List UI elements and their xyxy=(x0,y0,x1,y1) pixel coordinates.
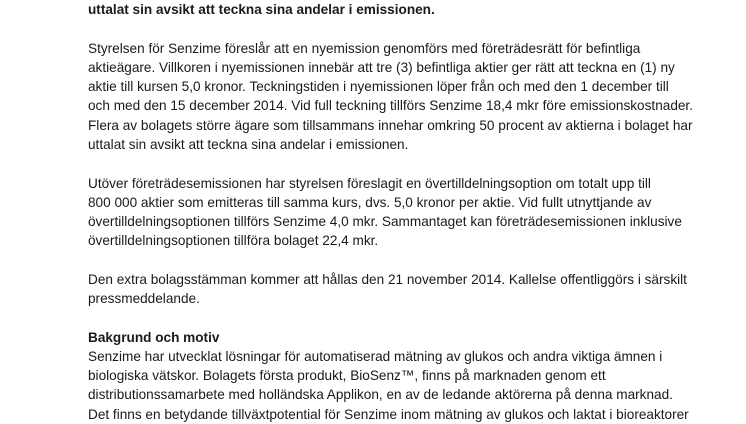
paragraph-gap xyxy=(88,19,738,39)
text-line: Utöver företrädesemissionen har styrelsen föreslagit en övertilldelningsoption om totalt upp till xyxy=(88,175,651,191)
intro-bold-line: uttalat sin avsikt att teckna sina andelar i emissionen. xyxy=(88,2,435,17)
text-line: aktieägare. Villkoren i nyemissionen innebär att tre (3) befintliga aktier ger rätt att teckna en (1) ny xyxy=(88,59,675,75)
paragraph-gap xyxy=(88,308,738,328)
paragraph-gap xyxy=(88,154,738,174)
paragraph-gap xyxy=(88,250,738,270)
paragraph-overallotment xyxy=(88,174,738,251)
paragraph-background xyxy=(88,347,738,424)
text-line: Det finns en betydande tillväxtpotential för Senzime inom mätning av glukos och laktat i bioreaktorer xyxy=(88,406,689,422)
section-heading: Bakgrund och motiv xyxy=(88,329,220,345)
paragraph-meeting xyxy=(88,270,738,308)
text-line: och med den 15 december 2014. Vid full teckning tillförs Senzime 18,4 mkr före emissionskostnader. xyxy=(88,98,693,114)
text-line: Styrelsen för Senzime föreslår att en nyemission genomförs med företrädesrätt för befintliga xyxy=(88,40,641,56)
text-line: pressmeddelande. xyxy=(88,291,200,307)
text-line: uttalat sin avsikt att teckna sina andelar i emissionen. xyxy=(88,136,409,152)
text-line: Senzime har utvecklat lösningar för automatiserad mätning av glukos och andra viktiga ämnen i xyxy=(88,349,663,364)
text-line: 800 000 aktier som emitteras till samma kurs, dvs. 5,0 kronor per aktie. Vid fullt utnyttjande av xyxy=(88,194,652,210)
document-body xyxy=(88,0,738,424)
text-line: biologiska vätskor. Bolagets första produkt, BioSenz™, finns på marknaden genom ett xyxy=(88,368,606,384)
text-line: övertilldelningsoptionen tillföra bolaget 22,4 mkr. xyxy=(88,233,379,249)
text-line: Flera av bolagets större ägare som tillsammans innehar omkring 50 procent av aktierna i bolaget har xyxy=(88,117,693,133)
text-line: aktie till kursen 5,0 kronor. Teckningstiden i nyemissionen löper från och med den 1 december till xyxy=(88,79,669,95)
paragraph-new-issue xyxy=(88,39,738,154)
text-line: Den extra bolagsstämman kommer att hållas den 21 november 2014. Kallelse offentliggörs i särskilt xyxy=(88,271,687,287)
text-line: övertilldelningsoptionen tillförs Senzime 4,0 mkr. Sammantaget kan företrädesemissionen inklusive xyxy=(88,213,682,229)
text-line: distributionssamarbete med holländska Applikon, en av de ledande aktörerna på denna marknad. xyxy=(88,387,673,403)
